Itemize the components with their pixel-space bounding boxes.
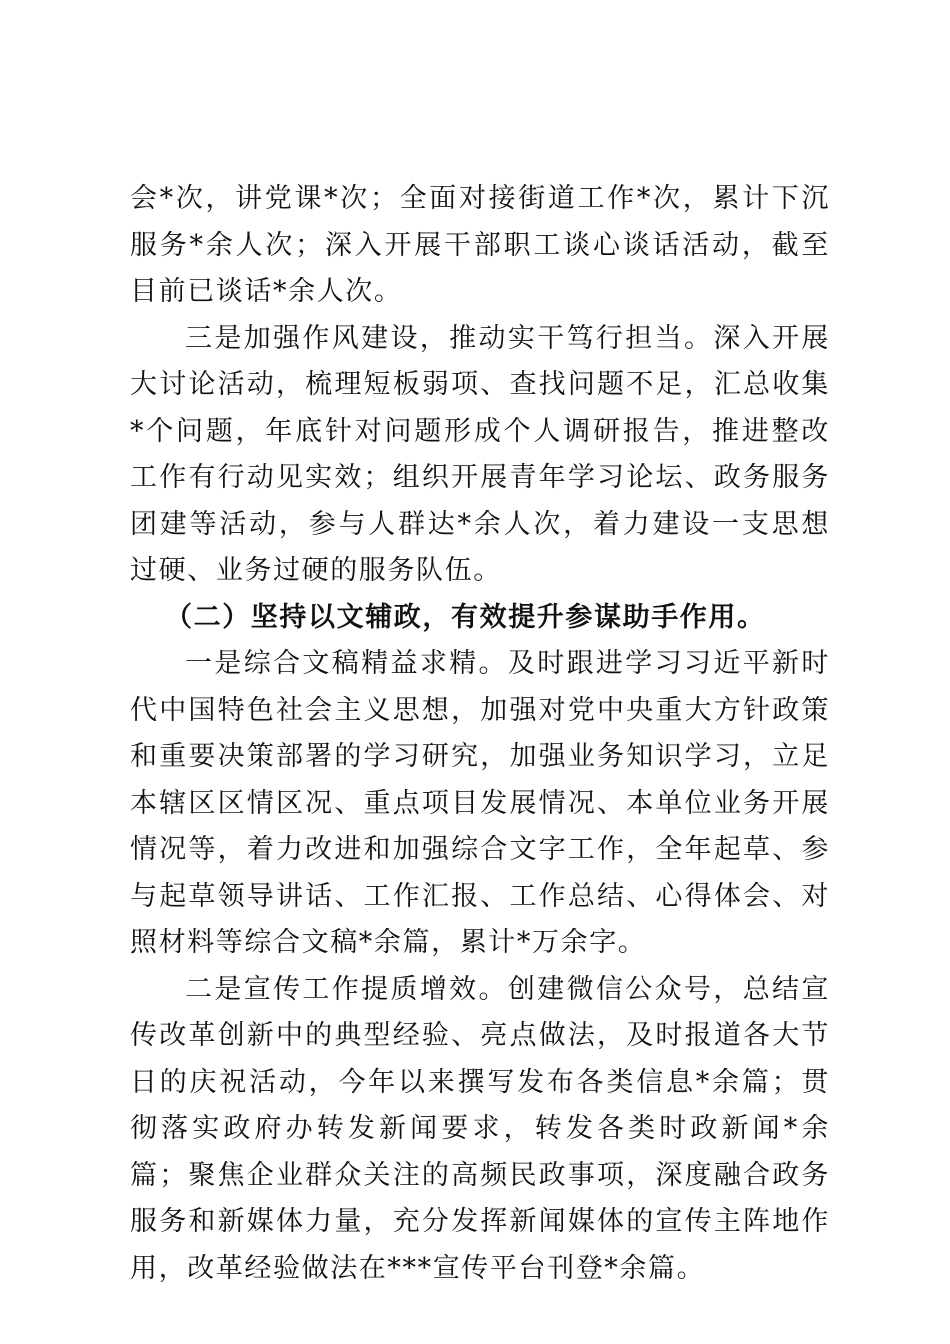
document-body [130,176,830,1292]
paragraph-continued: 会*次，讲党课*次；全面对接街道工作*次，累计下沉服务*余人次；深入开展干部职工谈心谈话活动，截至目前已谈话*余人次。 [130,183,830,307]
paragraph-writing: 一是综合文稿精益求精。及时跟进学习习近平新时代中国特色社会主义思想，加强对党中央重大方针政策和重要决策部署的学习研究，加强业务知识学习，立足本辖区区情区况、重点项目发展情况、本单位业务开展情况等，着力改进和加强综合文字工作，全年起草、参与起草领导讲话、工作汇报、工作总结、心得体会、对照材料等综合文稿*余篇，累计*万余字。 [130,648,830,958]
section-heading-2: （二）坚持以文辅政，有效提升参谋助手作用。 [165,601,766,633]
paragraph-style-building: 三是加强作风建设，推动实干笃行担当。深入开展大讨论活动，梳理短板弱项、查找问题不足，汇总收集*个问题，年底针对问题形成个人调研报告，推进整改工作有行动见实效；组织开展青年学习论坛、政务服务团建等活动，参与人群达*余人次，着力建设一支思想过硬、业务过硬的服务队伍。 [130,322,830,586]
paragraph-publicity: 二是宣传工作提质增效。创建微信公众号，总结宣传改革创新中的典型经验、亮点做法，及时报道各大节日的庆祝活动，今年以来撰写发布各类信息*余篇；贯彻落实政府办转发新闻要求，转发各类时政新闻*余篇；聚焦企业群众关注的高频民政事项，深度融合政务服务和新媒体力量，充分发挥新闻媒体的宣传主阵地作用，改革经验做法在***宣传平台刊登*余篇。 [130,973,830,1284]
